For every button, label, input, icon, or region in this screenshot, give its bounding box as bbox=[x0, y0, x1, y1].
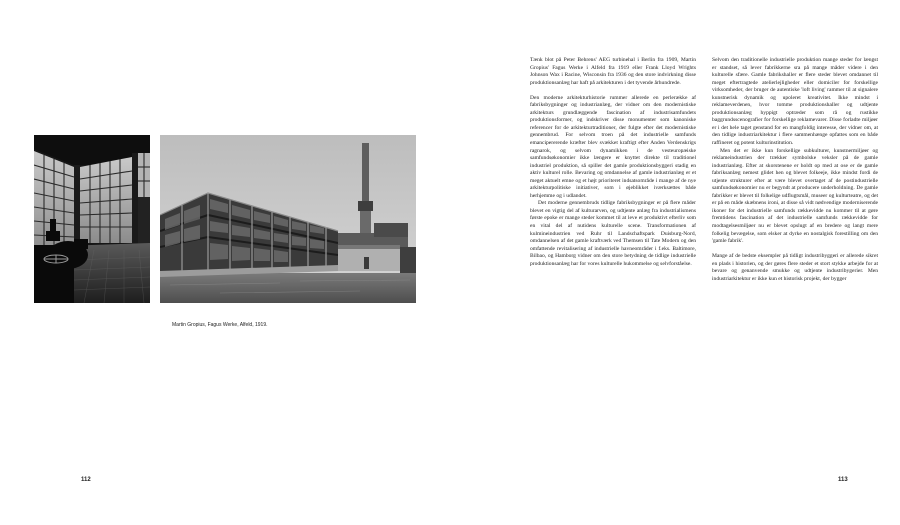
exterior-photo-graphic bbox=[160, 135, 416, 303]
interior-photo-graphic bbox=[34, 135, 150, 303]
paragraph: Men det er ikke kun forskellige subkulturer, kunstnermiljøer og reklameindustrien der trækker symbolske veksler på de gamle industrianlæg. Efter at skorstenene er holdt op med at ose er de gamle fabriksanlæg nemest glidet hen og blevet folkeeje, ikke mindst fordi de utjente strukturer efter at være blevet overtaget af de postindustrielle samfundsøkonomier nu er begyndt at producere underholdning. De gamle fabrikker er blevet til folkelige udflugtsmål, museer og kulturteatre, og det er på en måde skæbnens ironi, at disse så vidt nødvendige moderniserende ikoner for det industrielle samfunds rækkevidde nu kommer til at gøre fremtidens fascination af det industrielle samfunds rækkevidde for modtagelsesmiljøer nu er blevet opslugt af en bredere og langt mere folkelig bevægelse, som elsker at dyrke en nostalgisk forestilling om den 'gamle fabrik'. bbox=[712, 147, 878, 245]
paragraph: Tænk blot på Peter Behrens' AEG turbinehal i Berlin fra 1909, Martin Gropius' Fagus Werke i Alfeld fra 1919 eller Frank Lloyd Wrights Johnson Wax i Racine, Wisconsin fra 1936 og den store indvirkning disse produktionsanlæg har haft på arkitekturen i det tyvende århundrede. bbox=[530, 57, 696, 86]
right-page bbox=[450, 0, 900, 525]
paragraph: Det moderne gennembruds tidlige fabriksbygninger er på flere måder blevet en vigtig del af kulturarven, og udtjente anlæg fra industrialismens første epoke er mange steder kommet til at leve et produktivt efterliv som en vital del af nutidens kulturelle scene. Transformationen af kulmineindustrien ved Ruhr til Landschaftspark Duisburg-Nord, omdannelsen af det gamle kraftværk ved Themsen til Tate Modern og den omfattende revitalisering af industrielle havneområder i f.eks. Baltimore, Bilbao, og Hamborg vidner om den store betydning de tidlige industrielle produktionsanlæg har for vores kulturelle hukommelse og selvforståelse. bbox=[530, 200, 696, 267]
text-column-2 bbox=[712, 57, 878, 283]
paragraph: Selvom den traditionelle industrielle produktion mange steder for længst er standset, så lever fabrikkerne sra på mange måder videre i den kulturelle sfære. Gamle fabrikshaller er flere steder blevet omdannet til meget eftertragtede atelierlejligheder eller domiciler for forskellige virksomheder, der bruger de autentiske 'loft living' rammer til at signalere kunstnerisk dynamik og upoleret kreativitet. Ikke mindst i reklameverdenen, hvor tomme produktionshaller og udtjente produktionsanlæg hyppigt optræder som rå og rustikke baggrundsscenografier for forskellige reklamevarer. Disse forladte miljøer er i det hele taget genstand for en mangfoldig interesse, der vidner om, at den tidlige industriarkitektur i flere sammenhænge opfattes som en både raffineret og potent kulturinstitution. bbox=[712, 57, 878, 147]
page-number-right: 113 bbox=[838, 477, 848, 483]
paragraph: Den moderne arkitekturhistorie rummer allerede en perlerække af fabriksbygninger og industrianlæg, der vidner om den modernistiske arkitekturs grundlæggende fascination af industrisamfundets produktionsformer, og indskriver disse monumenter som kanoniske referencer for de arkitekturtraditioner, der fulgte efter det modernistiske gennembrud. For selvom troen på det industrielle samfunds emancipererende kræfter blev svækket kraftigt efter Anden Verdenskrigs ragnarok, og selvom dynamikken i de vesteuropæiske samfundsøkonomier ikke længere er knyttet direkte til traditionel industriel produktion, så spiller det gamle produktionsbyggeri stadig en aktiv kulturel rolle. Bevaring og omdannelse af gamle industrianlæg er et meget aktuelt emne og et højt prioriteret indsatsområde i mange af de nye arkitekturpolitiske initiativer, som i øjeblikket iværksættes både herhjemme og i udlandet. bbox=[530, 94, 696, 199]
exterior-photo bbox=[160, 135, 416, 303]
page-number-left: 112 bbox=[81, 477, 91, 483]
photo-caption: Martin Gropius, Fagus Werke, Alfeld, 1919. bbox=[172, 322, 268, 328]
interior-photo bbox=[34, 135, 150, 303]
text-column-1 bbox=[530, 57, 696, 268]
paragraph: Mange af de bedste eksempler på tidligt industribyggeri er allerede sikret en plads i historien, og der gøres flere steder et stort stykke arbejde for at bevare og genanvende smukke og udtjente industribygerier. Men industriarkitektur er ikke kun et historisk projekt, der bygger bbox=[712, 253, 878, 282]
